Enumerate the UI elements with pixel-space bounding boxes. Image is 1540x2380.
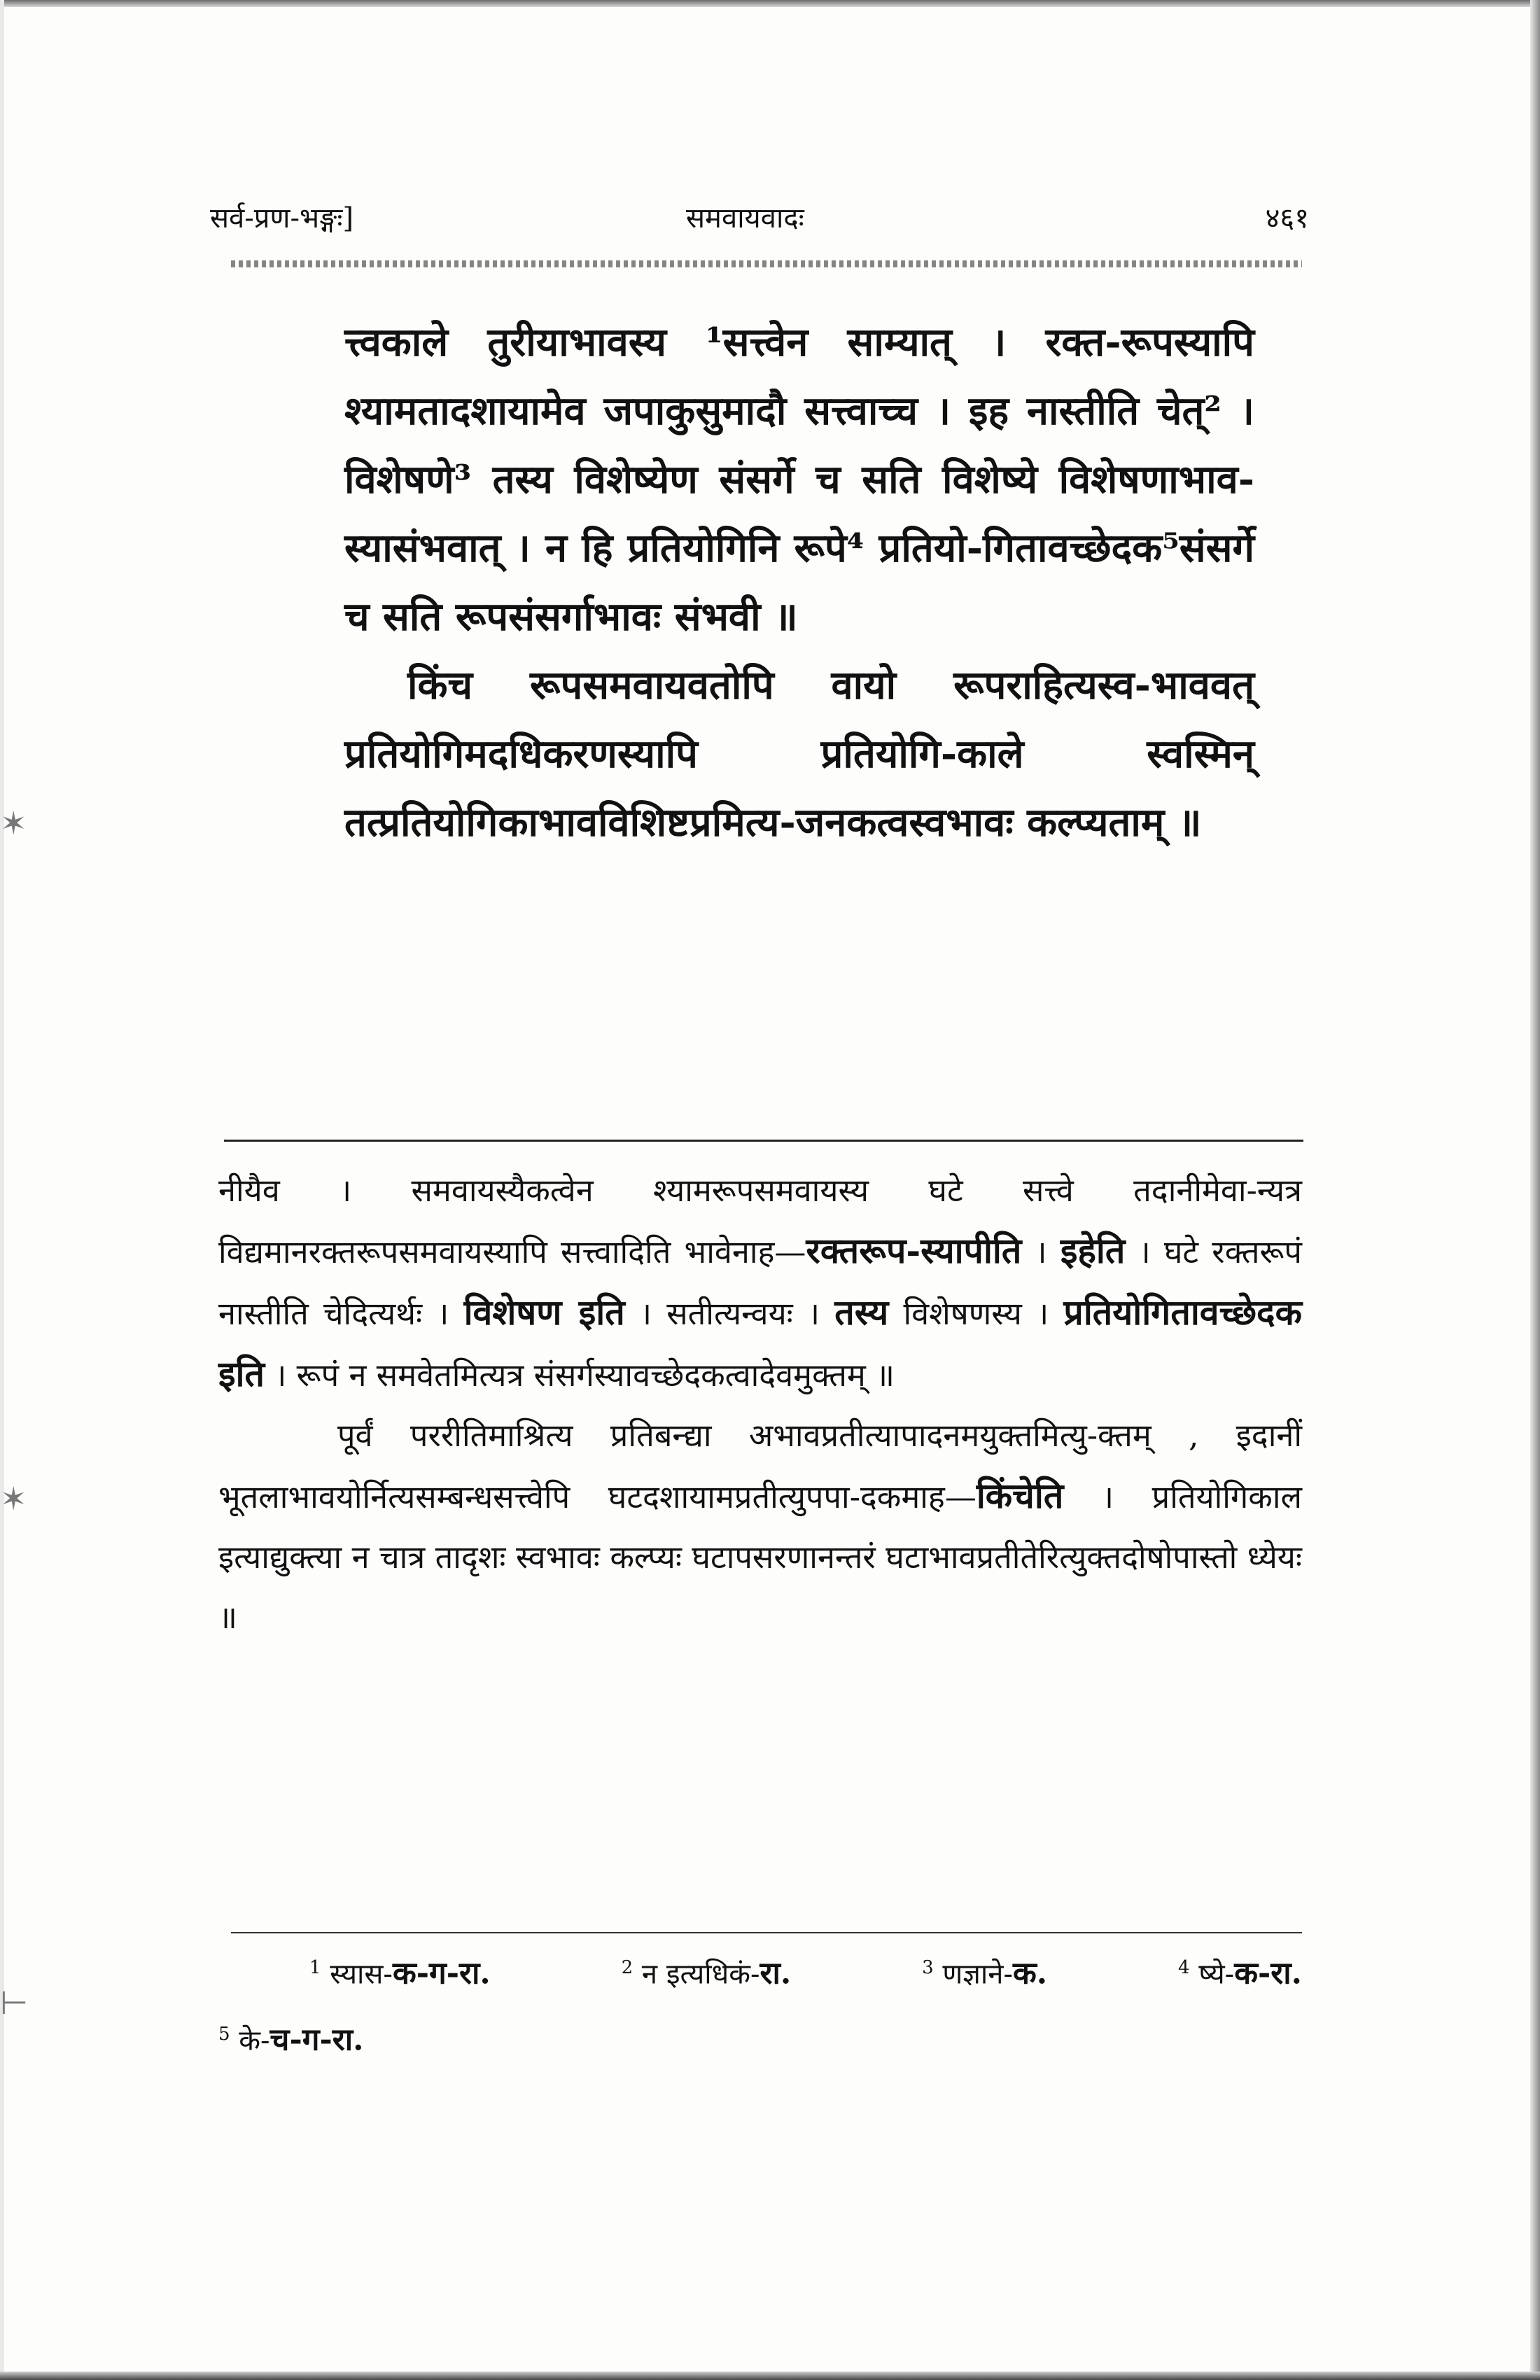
section-divider — [224, 1140, 1303, 1142]
footnote-number: 3 — [922, 1957, 934, 1978]
commentary-lemma: रक्तरूप-स्यापीति — [806, 1230, 1022, 1271]
footnote — [922, 1938, 1047, 2004]
commentary-text: । प्रतियोगिकाल इत्याद्युक्त्या न चात्र तादृशः स्वभावः कल्प्यः घटापसरणानन्तरं घटाभावप्रतीतेरित्युक्तदोषोपास्तो ध्येयः ॥ — [218, 1478, 1302, 1636]
scan-edge-bottom — [0, 2372, 1540, 2380]
footnote-manuscripts: रा. — [760, 1955, 792, 1991]
footnote-reading: के- — [239, 2024, 270, 2057]
footnote-number: 1 — [309, 1957, 321, 1978]
footnote-reading: ष्ये- — [1198, 1958, 1235, 1991]
scan-edge-top — [0, 0, 1540, 7]
running-head-section: सर्व-प्रण-भङ्गः] — [210, 202, 354, 234]
commentary-text: विशेषणस्य । — [888, 1295, 1064, 1332]
binding-mark-icon: ✶ — [0, 1480, 27, 1518]
scan-edge-right — [1530, 0, 1540, 2380]
binding-mark-icon: ✶ — [0, 804, 27, 842]
commentary-lemma: तस्य — [834, 1292, 889, 1333]
footnote-rule — [231, 1932, 1302, 1933]
footnote-row — [218, 2004, 1302, 2071]
commentary-lemma: विशेषण इति — [463, 1292, 625, 1333]
commentary-text: । रूपं न समवेतमित्यत्र संसर्गस्यावच्छेदकत्वादेवमुक्तम् ॥ — [265, 1357, 895, 1394]
footnote — [1178, 1938, 1302, 2004]
footnote — [218, 2004, 363, 2071]
binding-mark-icon: ⊢ — [0, 1984, 29, 2022]
footnote-row — [218, 1938, 1302, 2004]
commentary-text: नीयैव । समवायस्यैकत्वेन श्यामरूपसमवायस्य घटे सत्त्वे तदानीमेवा-न्यत्र विद्यमानरक्तरूपसमवायस्यापि सत्त्वादिति भावेनाह— — [218, 1172, 1302, 1270]
commentary-lemma: इहेति — [1060, 1230, 1126, 1271]
page-number: ४६१ — [1265, 202, 1309, 234]
commentary-text: । — [1021, 1233, 1060, 1270]
commentary-paragraph — [218, 1161, 1302, 1406]
footnote — [309, 1938, 491, 2004]
scan-edge-left — [0, 0, 4, 2380]
commentary — [218, 1161, 1302, 1648]
footnote-reading: स्यास- — [330, 1958, 393, 1991]
commentary-text: । सतीत्यन्वयः । — [624, 1295, 835, 1332]
main-paragraph: किंच रूपसमवायवतोपि वायो रूपराहित्यस्व-भाववत् प्रतियोगिमदधिकरणस्यापि प्रतियोगि-काले स्वस्मिन् तत्प्रतियोगिकाभावविशिष्टप्रमित्य-जनकत्वस्वभावः कल्प्यताम् ॥ — [344, 662, 1254, 846]
running-head — [210, 190, 1309, 246]
commentary-lemma: प्रतियोगितावच्छेदक इति — [218, 1292, 1302, 1394]
footnote-number: 2 — [621, 1957, 634, 1978]
footnote-reading: न इत्यधिकं- — [641, 1958, 760, 1991]
footnote-manuscripts: क. — [1013, 1955, 1048, 1991]
commentary-lemma: किंचेति — [976, 1475, 1064, 1516]
running-head-title: समवायवादः — [686, 202, 804, 234]
footnotes — [218, 1938, 1302, 2071]
footnote-manuscripts: क-रा. — [1234, 1955, 1302, 1991]
commentary-paragraph — [218, 1406, 1302, 1648]
footnote-manuscripts: क-ग-रा. — [392, 1955, 491, 1991]
footnote — [622, 1938, 792, 2004]
footnote-manuscripts: च-ग-रा. — [270, 2022, 364, 2058]
footnote-number: 4 — [1178, 1957, 1190, 1978]
header-rule — [231, 260, 1302, 267]
main-text — [344, 308, 1254, 857]
commentary-text: । घटे रक्तरूपं नास्तीति चेदित्यर्थः । — [218, 1233, 1302, 1332]
footnote-number: 5 — [218, 2024, 230, 2045]
commentary-text: पूर्वं पररीतिमाश्रित्य प्रतिबन्द्या अभावप्रतीत्यापादनमयुक्तमित्यु-क्तम् , इदानीं भूतलाभावयोर्नित्यसम्बन्धसत्त्वेपि घटदशायामप्रतीत्युपपा-दकमाह— — [218, 1417, 1302, 1516]
main-paragraph: त्त्वकाले तुरीयाभावस्य ¹सत्त्वेन साम्यात् । रक्त-रूपस्यापि श्यामतादशायामेव जपाकुसुमादौ सत्त्वाच्च । इह नास्तीति चेत्² । विशेषणे³ तस्य विशेष्येण संसर्गे च सति विशेष्ये विशेषणाभाव-स्यासंभवात् । न हि प्रतियोगिनि रूपे⁴ प्रतियो-गितावच्छेदक⁵संसर्गे च सति रूपसंसर्गाभावः संभवी ॥ — [344, 319, 1254, 640]
footnote-reading: णज्ञाने- — [942, 1958, 1013, 1991]
